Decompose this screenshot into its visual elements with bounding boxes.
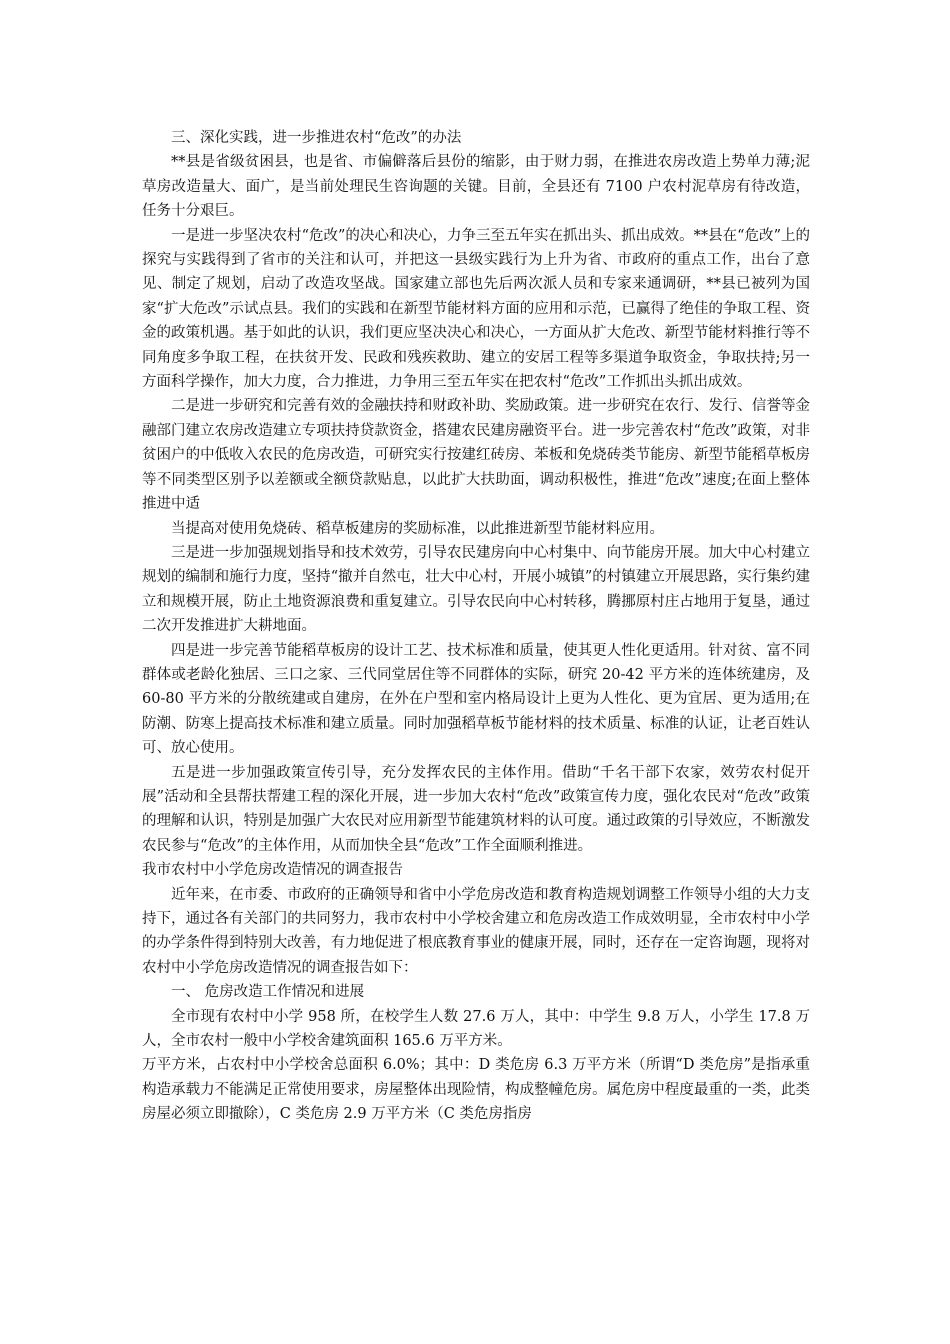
paragraph: **县是省级贫困县，也是省、市偏僻落后县份的缩影，由于财力弱，在推进农房改造上势单力薄;泥草房改造量大、面广，是当前处理民生咨询题的关键。目前，全县还有 7100 户农村泥草房有待改造，任务十分艰巨。 bbox=[142, 154, 810, 220]
paragraph: 当提高对使用免烧砖、稻草板建房的奖励标准，以此推进新型节能材料应用。 bbox=[171, 520, 664, 537]
paragraph: 万平方米，占农村中小学校舍总面积 6.0%；其中：D 类危房 6.3 万平方米（所谓“D 类危房”是指承重构造承载力不能满足正常使用要求，房屋整体出现险情，构成整幢危房。属危房中程度最重的一类，此类房屋必须立即撤除），C 类危房 2.9 万平方米（C 类危房指房 bbox=[142, 1057, 810, 1123]
document-page bbox=[142, 126, 810, 1127]
paragraph: 五是进一步加强政策宣传引导，充分发挥农民的主体作用。借助“千名干部下农家，效劳农村促开展”活动和全县帮扶帮建工程的深化开展，进一步加大农村“危改”政策宣传力度，强化农民对“危改”政策的理解和认识，特别是加强广大农民对应用新型节能建筑材料的认可度。通过政策的引导效应，不断激发农民参与“危改”的主体作用，从而加快全县“危改”工作全面顺利推进。 bbox=[142, 764, 810, 854]
paragraph: 二是进一步研究和完善有效的金融扶持和财政补助、奖励政策。进一步研究在农行、发行、信誉等金融部门建立农房改造建立专项扶持贷款资金，搭建农民建房融资平台。进一步完善农村“危改”政策，对非贫困户的中低收入农民的危房改造，可研究实行按建红砖房、苯板和免烧砖类节能房、新型节能稻草板房等不同类型区别予以差额或全额贷款贴息，以此扩大扶助面，调动积极性，推进“危改”速度;在面上整体推进中适 bbox=[142, 398, 810, 513]
section-heading-3: 三、深化实践，进一步推进农村“危改”的办法 bbox=[171, 130, 462, 146]
paragraph: 三是进一步加强规划指导和技术效劳，引导农民建房向中心村集中、向节能房开展。加大中心村建立规划的编制和施行力度，坚持“撤并自然屯，壮大中心村，开展小城镇”的村镇建立开展思路，实行集约建立和规模开展，防止土地资源浪费和重复建立。引导农民向中心村转移，腾挪原村庄占地用于复垦，通过二次开发推进扩大耕地面。 bbox=[142, 544, 810, 635]
paragraph: 四是进一步完善节能稻草板房的设计工艺、技术标准和质量，使其更人性化更适用。针对贫、富不同群体或老龄化独居、三口之家、三代同堂居住等不同群体的实际，研究 20-42 平方米的连体统建房，及 60-80 平方米的分散统建或自建房，在外在户型和室内格局设计上更为人性化、更为宜居、更为适用;在防潮、防寒上提高技术标准和建立质量。同时加强稻草板节能材料的技术质量、标准的认证，让老百姓认可、放心使用。 bbox=[142, 642, 810, 757]
report-title: 我市农村中小学危房改造情况的调查报告 bbox=[142, 862, 403, 879]
paragraph: 近年来，在市委、市政府的正确领导和省中小学危房改造和教育构造规划调整工作领导小组的大力支持下，通过各有关部门的共同努力，我市农村中小学校舍建立和危房改造工作成效明显，全市农村中小学的办学条件得到特别大改善，有力地促进了根底教育事业的健康开展，同时，还存在一定咨询题，现将对农村中小学危房改造情况的调查报告如下： bbox=[142, 886, 810, 976]
paragraph: 全市现有农村中小学 958 所，在校学生人数 27.6 万人，其中：中学生 9.8 万人，小学生 17.8 万人，全市农村一般中小学校舍建筑面积 165.6 万平方米。 bbox=[142, 1008, 810, 1050]
section-heading-1: 一、 危房改造工作情况和进展 bbox=[171, 984, 365, 1001]
paragraph: 一是进一步坚决农村“危改”的决心和决心，力争三至五年实在抓出头、抓出成效。**县在“危改”上的探究与实践得到了省市的关注和认可，并把这一县级实践行为上升为省、市政府的重点工作，出台了意见、制定了规划，启动了改造攻坚战。国家建立部也先后两次派人员和专家来通调研，**县已被列为国家“扩大危改”示试点县。我们的实践和在新型节能材料方面的应用和示范，已赢得了绝佳的争取工程、资金的政策机遇。基于如此的认识，我们更应坚决决心和决心，一方面从扩大危改、新型节能材料推行等不同角度多争取工程，在扶贫开发、民政和残疾救助、建立的安居工程等多渠道争取资金，争取扶持;另一方面科学操作，加大力度，合力推进，力争用三至五年实在把农村“危改”工作抓出头抓出成效。 bbox=[142, 227, 810, 391]
